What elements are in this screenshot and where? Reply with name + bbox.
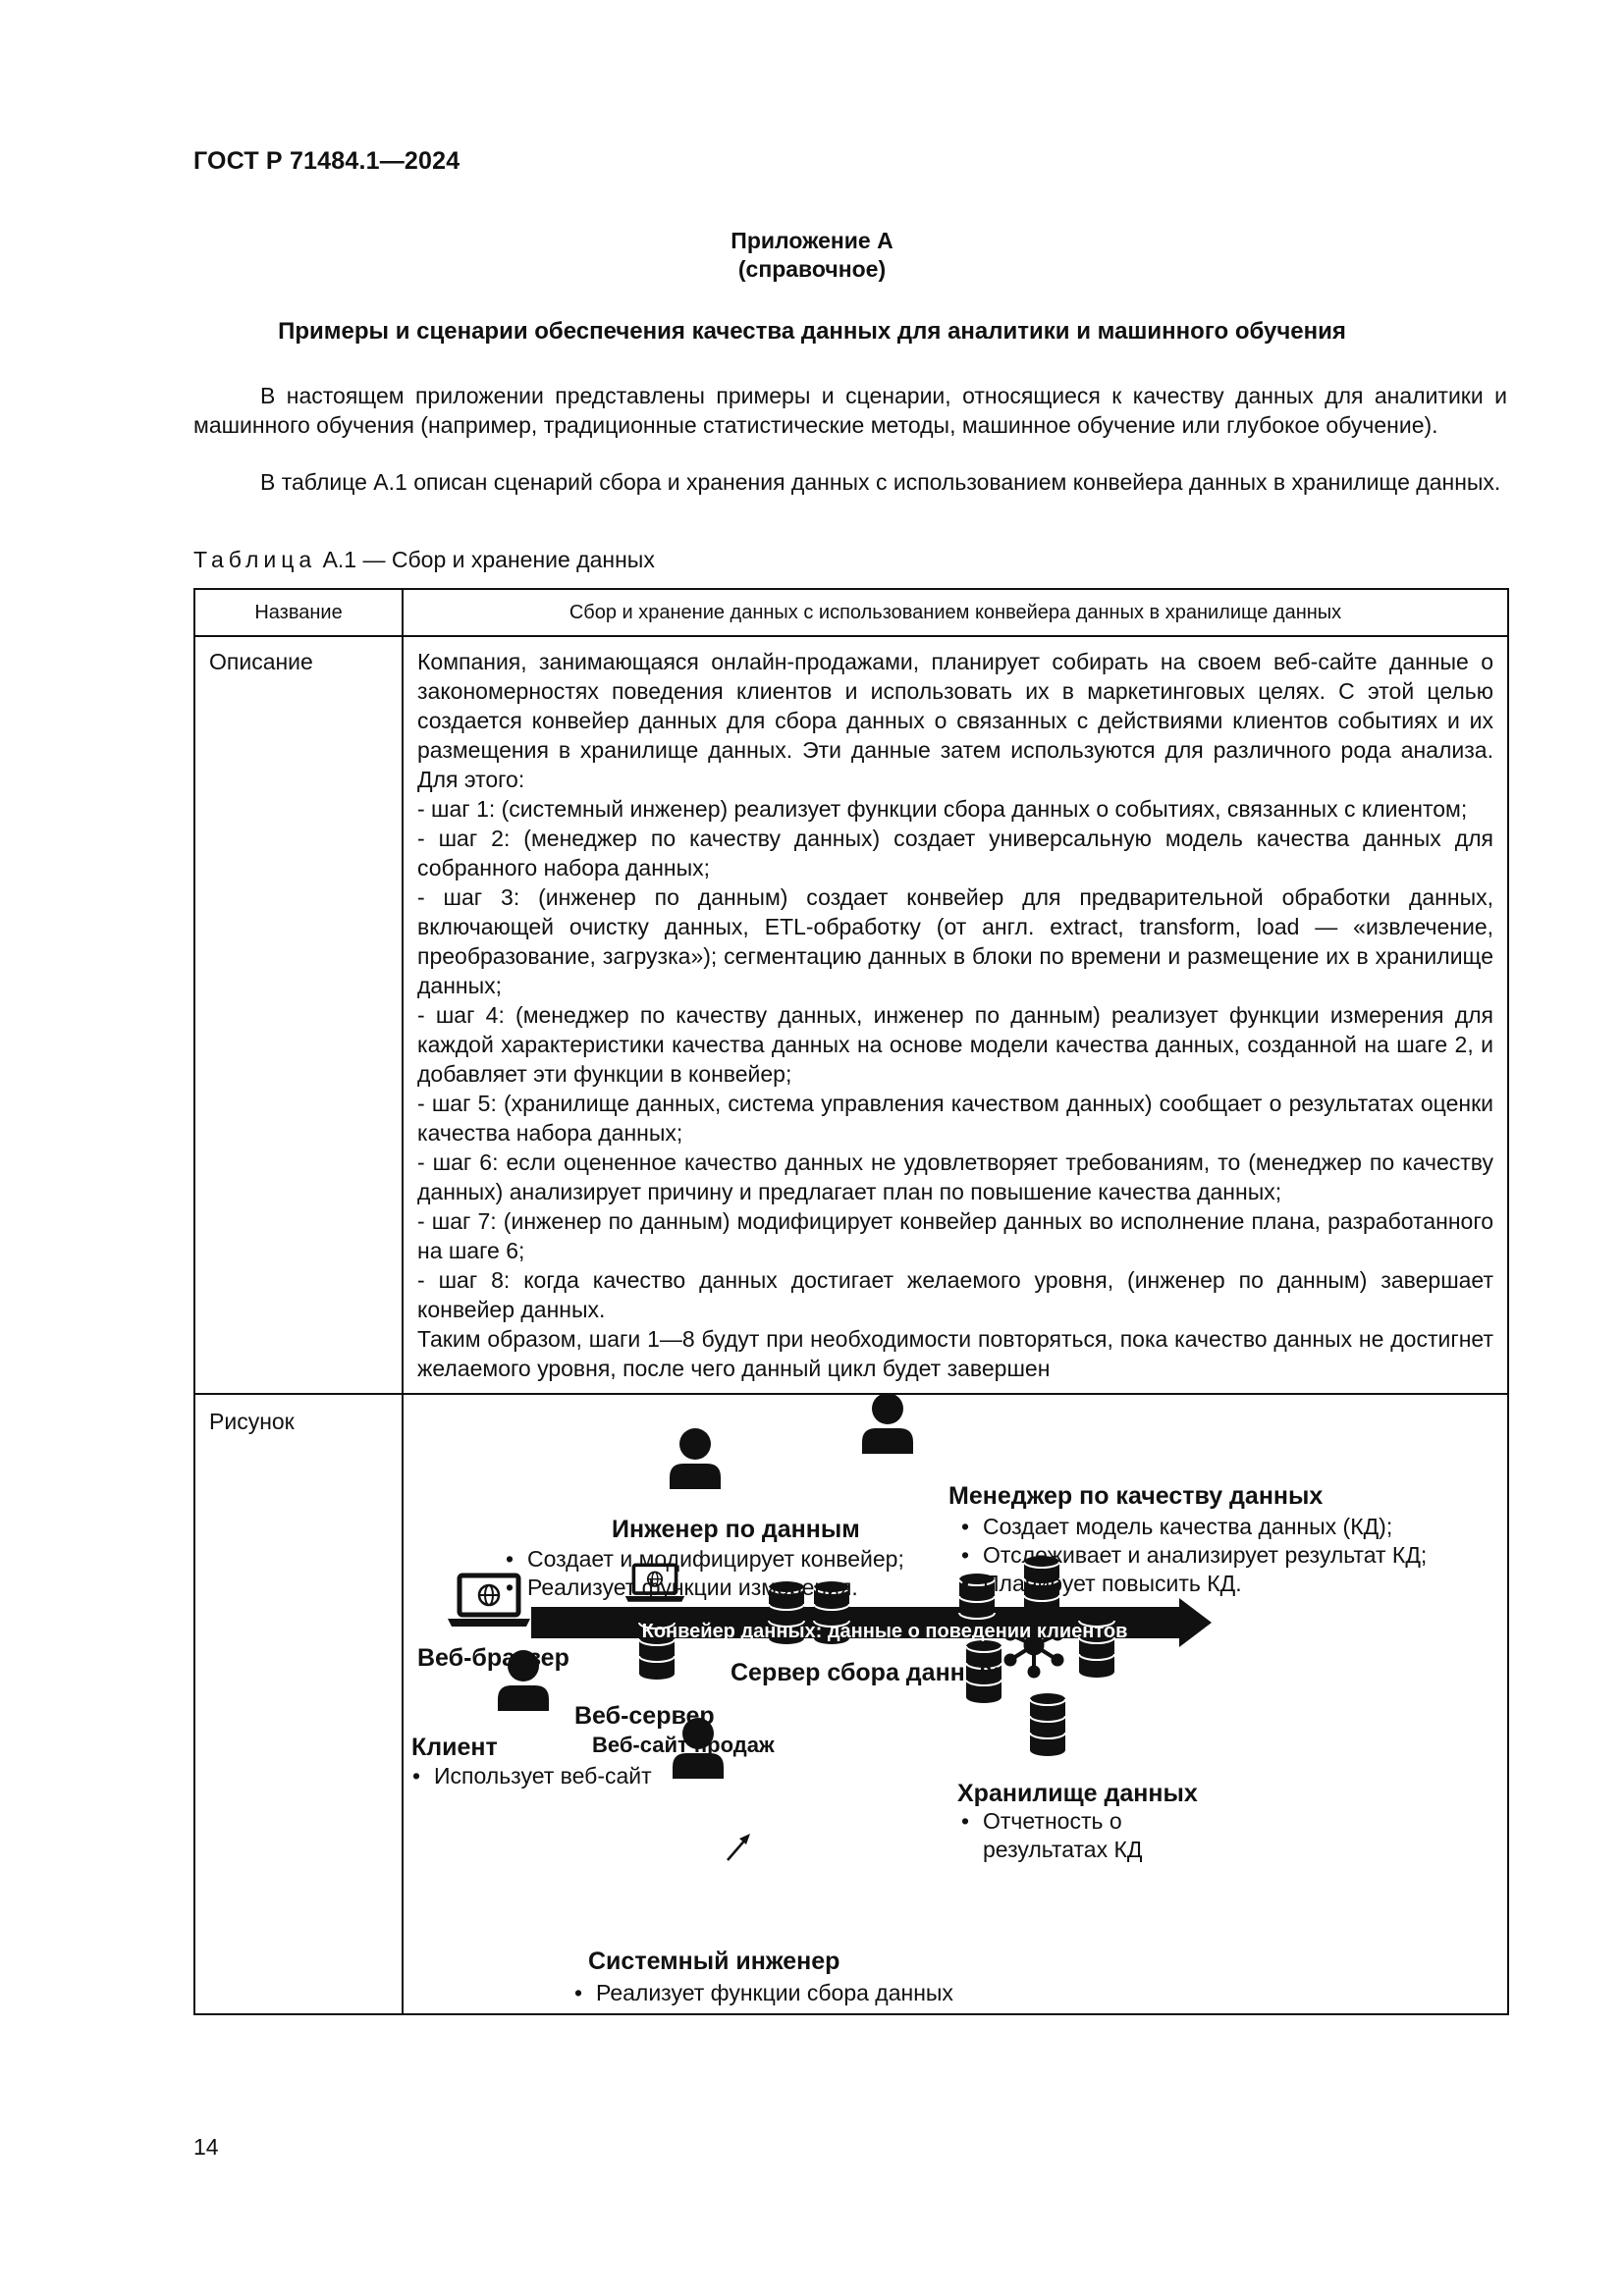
dq-manager-item: • Планирует повысить КД.	[957, 1570, 1427, 1598]
pipeline-label: Конвейер данных: данные о поведении клиентов	[641, 1621, 1128, 1642]
system-engineer-title: Системный инженер	[588, 1948, 840, 1975]
description-cell	[404, 637, 1507, 1393]
storage-title: Хранилище данных	[957, 1780, 1198, 1807]
dq-manager-item: • Создает модель качества данных (КД);	[957, 1513, 1427, 1541]
table-caption-prefix: Таблица	[193, 547, 317, 572]
data-engineer-item: • Реализует функции измерения.	[502, 1574, 904, 1602]
section-title: Примеры и сценарии обеспечения качества данных для аналитики и машинного обучения	[278, 318, 1346, 345]
step-3: - шаг 3: (инженер по данным) создает конвейер для предварительной обработки данных, включающей очистку данных, ETL-обработку (от англ. extract, transform, load — «извлечение, преобразование, загрузка»); сегментацию данных в блоки по времени и размещение их в хранилище данных;	[417, 884, 1493, 998]
description-conclusion: Таким образом, шаги 1—8 будут при необходимости повторяться, пока качество данных не достигнет желаемого уровня, после чего данный цикл будет завершен	[417, 1326, 1493, 1381]
client-item: • Использует веб-сайт	[408, 1762, 652, 1790]
sales-site-label: Веб-сайт продаж	[592, 1733, 775, 1757]
table-header-row	[195, 590, 1507, 637]
client-list	[408, 1762, 652, 1790]
table-intro-paragraph: В таблице А.1 описан сценарий сбора и хранения данных с использованием конвейера данных в хранилище данных.	[260, 469, 1501, 495]
description-row	[195, 637, 1507, 1395]
figure-row	[195, 1395, 1507, 2013]
step-2: - шаг 2: (менеджер по качеству данных) создает универсальную модель качества данных для собранного набора данных;	[417, 826, 1493, 881]
storage-list	[957, 1807, 1144, 1864]
step-7: - шаг 7: (инженер по данным) модифицирует конвейер данных во исполнение плана, разработанного на шаге 6;	[417, 1208, 1493, 1263]
data-engineer-item: • Создает и модифицирует конвейер;	[502, 1545, 904, 1574]
client-title: Клиент	[411, 1734, 498, 1761]
dq-manager-item: • Отслеживает и анализирует результат КД;	[957, 1541, 1427, 1570]
figure-label: Рисунок	[195, 1395, 404, 2013]
step-4: - шаг 4: (менеджер по качеству данных, инженер по данным) реализует функции измерения для каждой характеристики качества данных на основе модели качества данных, созданной на шаге 2, и добавляет эти функции в конвейер;	[417, 1002, 1493, 1087]
step-6: - шаг 6: если оцененное качество данных не удовлетворяет требованиям, то (менеджер по качеству данных) анализирует причину и предлагает план по повышение качества данных;	[417, 1149, 1493, 1204]
header-title-cell: Сбор и хранение данных с использованием конвейера данных в хранилище данных	[568, 602, 1342, 623]
dq-manager-list	[957, 1513, 1427, 1598]
data-engineer-icon	[670, 1428, 721, 1489]
header-name-cell: Название	[195, 590, 404, 635]
intro-paragraph: В настоящем приложении представлены примеры и сценарии, относящиеся к качеству данных для аналитики и машинного обучения (например, традиционные статистические методы, машинное обучение или глубокое обучение).	[193, 383, 1507, 438]
page-number: 14	[193, 2134, 219, 2160]
browser-label: Веб-браузер	[417, 1644, 569, 1672]
step-5: - шаг 5: (хранилище данных, система управления качеством данных) сообщает о результатах оценки качества набора данных;	[417, 1091, 1493, 1146]
document-header: ГОСТ Р 71484.1—2024	[193, 147, 460, 175]
dq-manager-title: Менеджер по качеству данных	[948, 1482, 1324, 1510]
system-engineer-item: • Реализует функции сбора данных	[570, 1979, 953, 2007]
step-1: - шаг 1: (системный инженер) реализует функции сбора данных о событиях, связанных с клиентом;	[417, 796, 1468, 822]
web-server-label: Веб-сервер	[574, 1702, 715, 1730]
system-engineer-list	[570, 1979, 953, 2007]
storage-db-icon-5	[1030, 1693, 1065, 1756]
step-8: - шаг 8: когда качество данных достигает желаемого уровня, (инженер по данным) завершает конвейер данных.	[417, 1267, 1493, 1322]
appendix-subtitle: (справочное)	[737, 256, 887, 282]
description-label: Описание	[195, 637, 404, 1393]
table-caption-text: А.1 — Сбор и хранение данных	[316, 547, 655, 572]
data-engineer-title: Инженер по данным	[612, 1516, 860, 1543]
collection-server-label: Сервер сбора данных	[731, 1659, 1001, 1686]
figure-cell	[404, 1395, 1507, 2013]
scenario-table	[193, 588, 1509, 2015]
table-caption	[193, 547, 655, 573]
dq-manager-icon	[862, 1395, 913, 1454]
appendix-title: Приложение А	[731, 228, 893, 253]
storage-item: • Отчетность о результатах КД	[957, 1807, 1144, 1864]
data-engineer-list	[502, 1545, 904, 1602]
description-intro: Компания, занимающаяся онлайн-продажами, планирует собирать на своем веб-сайте данные о закономерностях поведения клиентов и использовать их в маркетинговых целях. С этой целью создается конвейер данных для сбора данных о связанных с действиями клиентов событиях и их размещения в хранилище данных. Эти данные затем используются для различного рода анализа. Для этого:	[417, 649, 1493, 792]
